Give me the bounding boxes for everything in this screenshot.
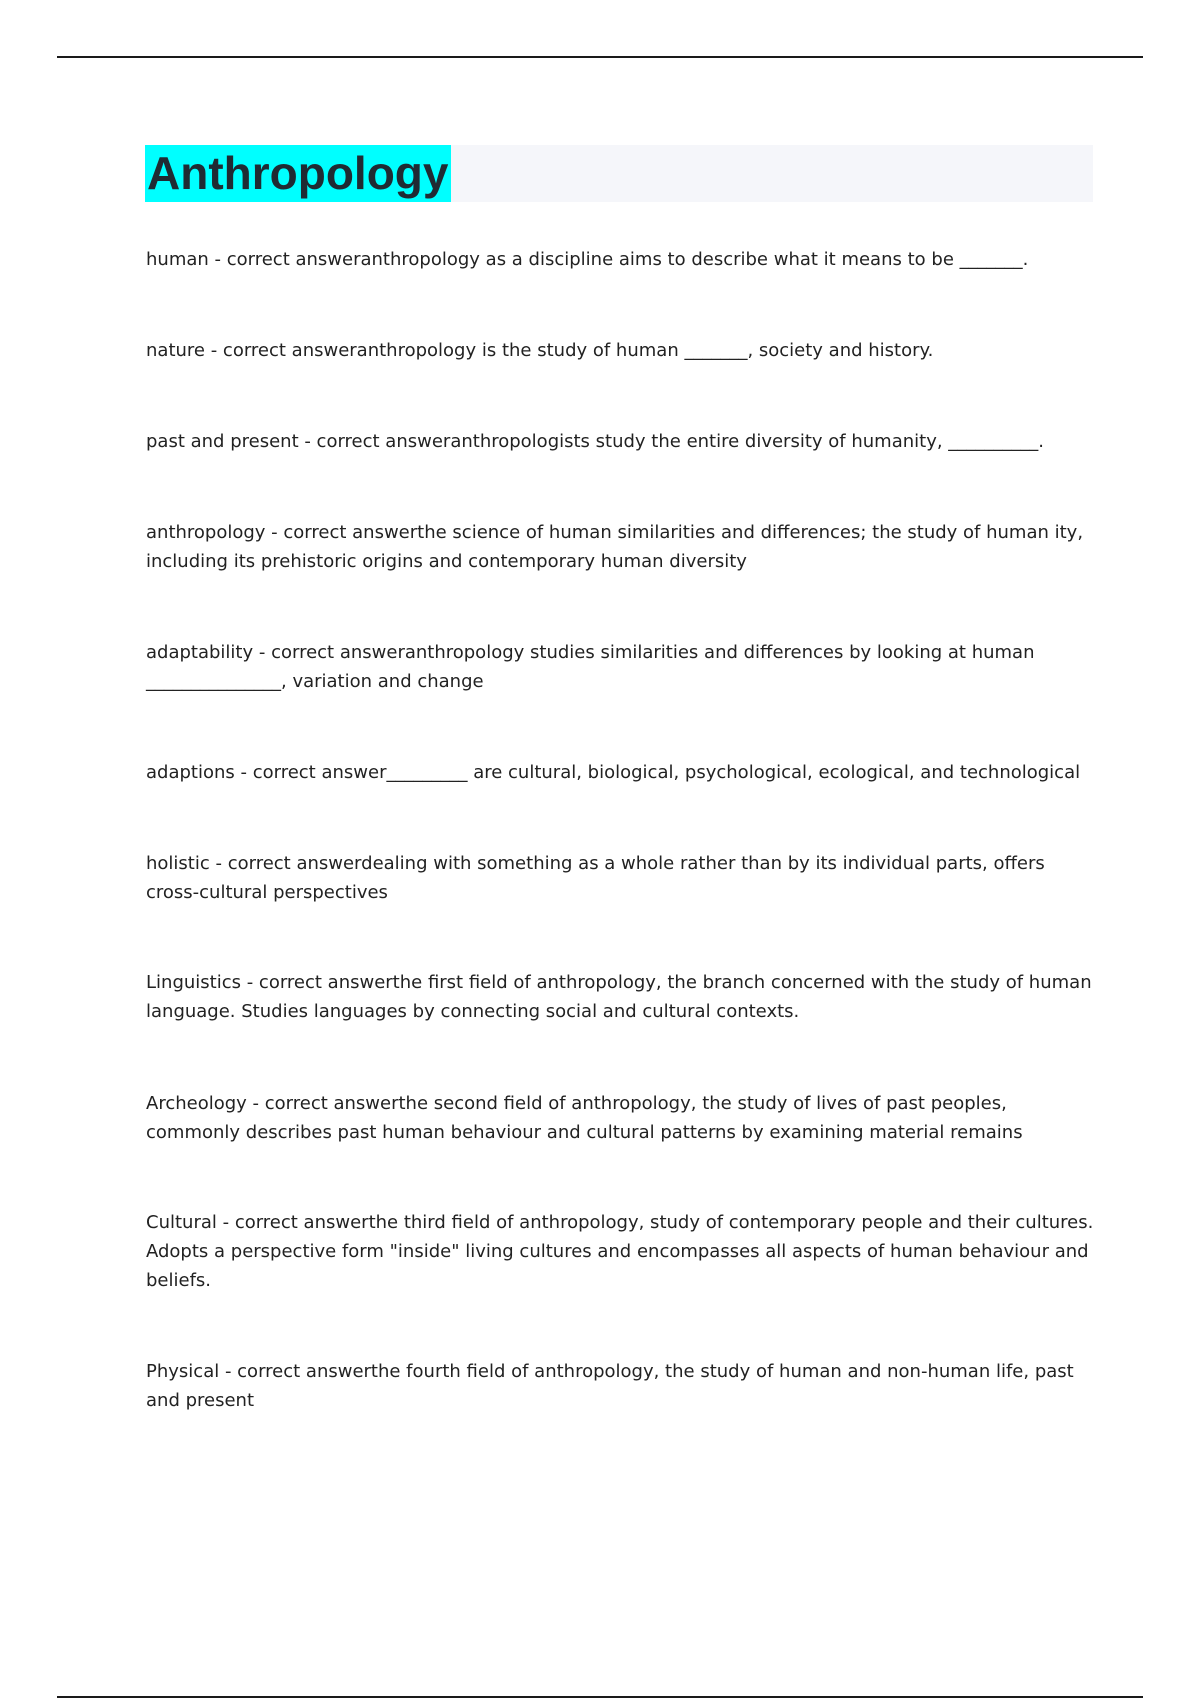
entry-adaptions: adaptions - correct answer_________ are cultural, biological, psychological, ecological, and technological: [146, 762, 1081, 783]
entry-adaptability: adaptability - correct answeranthropology studies similarities and differences by looking at human _______________, variation and change: [146, 642, 1035, 692]
top-rule: [57, 56, 1143, 58]
entry-holistic: holistic - correct answerdealing with something as a whole rather than by its individual parts, offers cross-cultural perspectives: [146, 853, 1045, 903]
page-title: Anthropology: [145, 145, 451, 202]
entry-human: human - correct answeranthropology as a discipline aims to describe what it means to be _______.: [146, 249, 1029, 270]
entry-cultural: Cultural - correct answerthe third field of anthropology, study of contemporary people and their cultures. Adopts a perspective form "inside" living cultures and encompasses all aspects of human behaviour and beliefs.: [146, 1212, 1094, 1291]
entry-archeology: Archeology - correct answerthe second field of anthropology, the study of lives of past peoples, commonly describes past human behaviour and cultural patterns by examining material remains: [146, 1093, 1023, 1143]
entry-past-and-present: past and present - correct answeranthropologists study the entire diversity of humanity, __________.: [146, 431, 1045, 452]
entry-nature: nature - correct answeranthropology is the study of human _______, society and history.: [146, 340, 934, 361]
bottom-rule: [57, 1696, 1143, 1698]
entry-anthropology: anthropology - correct answerthe science of human similarities and differences; the study of human ity, including its prehistoric origins and contemporary human diversity: [146, 522, 1084, 572]
entry-physical: Physical - correct answerthe fourth field of anthropology, the study of human and non-human life, past and present: [146, 1361, 1074, 1411]
entry-linguistics: Linguistics - correct answerthe first field of anthropology, the branch concerned with the study of human language. Studies languages by connecting social and cultural contexts.: [146, 972, 1092, 1022]
title-band: [145, 145, 1093, 202]
